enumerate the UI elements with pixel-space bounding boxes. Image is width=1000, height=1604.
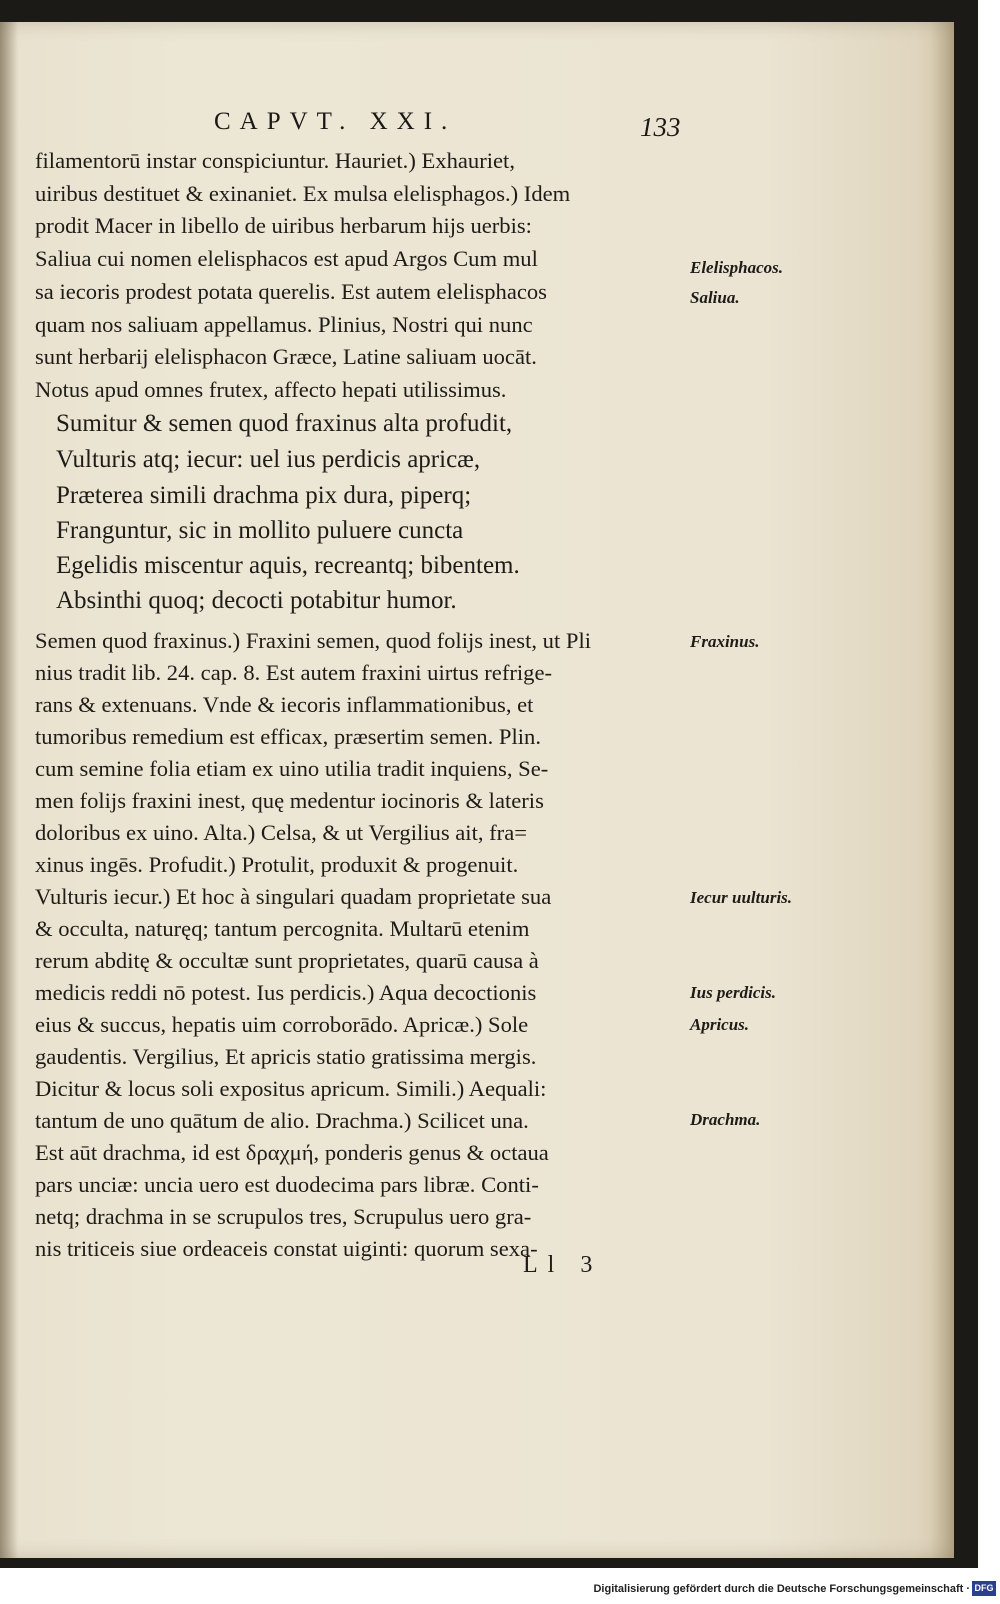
page-edge [930,22,954,1558]
marginal-note: Elelisphacos. [690,258,784,277]
commentary-line: cum semine folia etiam ex uino utilia tradit inquiens, Se- [35,756,549,781]
body-line: Notus apud omnes frutex, affecto hepati utilissimus. [35,377,507,402]
marginal-note: Ius perdicis. [690,983,776,1002]
commentary-line: rans & extenuans. Vnde & iecoris inflammationibus, et [35,692,534,717]
marginal-note: Apricus. [690,1015,750,1034]
body-line: sunt herbarij elelisphacon Græce, Latine saliuam uocāt. [35,344,537,369]
verse-line: Absinthi quoq; decocti potabitur humor. [56,587,457,614]
commentary-line: & occulta, naturęq; tantum percognita. Multarū etenim [35,916,530,941]
commentary-line: Semen quod fraxinus.) Fraxini semen, quod folijs inest, ut Pli [35,628,592,653]
verse-line: Egelidis miscentur aquis, recreantq; bibentem. [56,552,520,579]
body-line: uiribus destituet & exinaniet. Ex mulsa elelisphagos.) Idem [35,181,571,206]
body-line: quam nos saliuam appellamus. Plinius, Nostri qui nunc [35,312,533,337]
commentary-line: nis triticeis siue ordeaceis constat uiginti: quorum sexa- [35,1236,538,1261]
commentary-line: Vulturis iecur.) Et hoc à singulari quadam proprietate sua [35,884,552,909]
body-line: Saliua cui nomen elelisphacos est apud Argos Cum mul [35,246,538,271]
commentary-line: Est aūt drachma, id est δραχμή, ponderis genus & octaua [35,1140,549,1165]
running-head: CAPVT. XXI. [214,108,457,135]
commentary-line: pars unciæ: uncia uero est duodecima pars libræ. Conti- [35,1172,539,1197]
folio-number: 133 [640,112,681,142]
marginal-note: Saliua. [690,288,740,307]
commentary-line: rerum abditę & occultæ sunt proprietates, quarū causa à [35,948,539,973]
verse-line: Sumitur & semen quod fraxinus alta profudit, [56,410,513,437]
commentary-line: tumoribus remedium est efficax, præsertim semen. Plin. [35,724,541,749]
commentary-line: Dicitur & locus soli expositus apricum. Simili.) Aequali: [35,1076,547,1101]
commentary-line: men folijs fraxini inest, quę medentur iocinoris & lateris [35,788,544,813]
dfg-logo-icon: DFG [972,1581,996,1596]
marginal-note: Fraxinus. [690,632,760,651]
commentary-line: medicis reddi nō potest. Ius perdicis.) Aqua decoctionis [35,980,537,1005]
digitization-credit: Digitalisierung gefördert durch die Deutsche Forschungsgemeinschaft · [593,1583,970,1595]
commentary-line: xinus ingēs. Profudit.) Protulit, produxit & progenuit. [35,852,519,877]
commentary-line: doloribus ex uino. Alta.) Celsa, & ut Vergilius ait, fra= [35,820,527,845]
marginal-note: Drachma. [690,1110,761,1129]
verse-line: Præterea simili drachma pix dura, piperq; [56,482,472,509]
body-line: filamentorū instar conspiciuntur. Hauriet.) Exhauriet, [35,148,515,173]
marginal-note: Iecur uulturis. [690,888,793,907]
commentary-line: netq; drachma in se scrupulos tres, Scrupulus uero gra- [35,1204,532,1229]
commentary-line: nius tradit lib. 24. cap. 8. Est autem fraxini uirtus refrige- [35,660,553,685]
body-line: sa iecoris prodest potata querelis. Est autem elelisphacos [35,279,547,304]
commentary-line: tantum de uno quātum de alio. Drachma.) Scilicet una. [35,1108,529,1133]
verse-line: Franguntur, sic in mollito puluere cuncta [56,517,464,544]
verse-line: Vulturis atq; iecur: uel ius perdicis apricæ, [56,446,481,473]
commentary-line: eius & succus, hepatis uim corroborādo. Apricæ.) Sole [35,1012,529,1037]
body-line: prodit Macer in libello de uiribus herbarum hijs uerbis: [35,213,532,238]
gutter-shadow [0,22,18,1558]
commentary-line: gaudentis. Vergilius, Et apricis statio gratissima mergis. [35,1044,537,1069]
signature-mark: Ll 3 [523,1252,603,1278]
